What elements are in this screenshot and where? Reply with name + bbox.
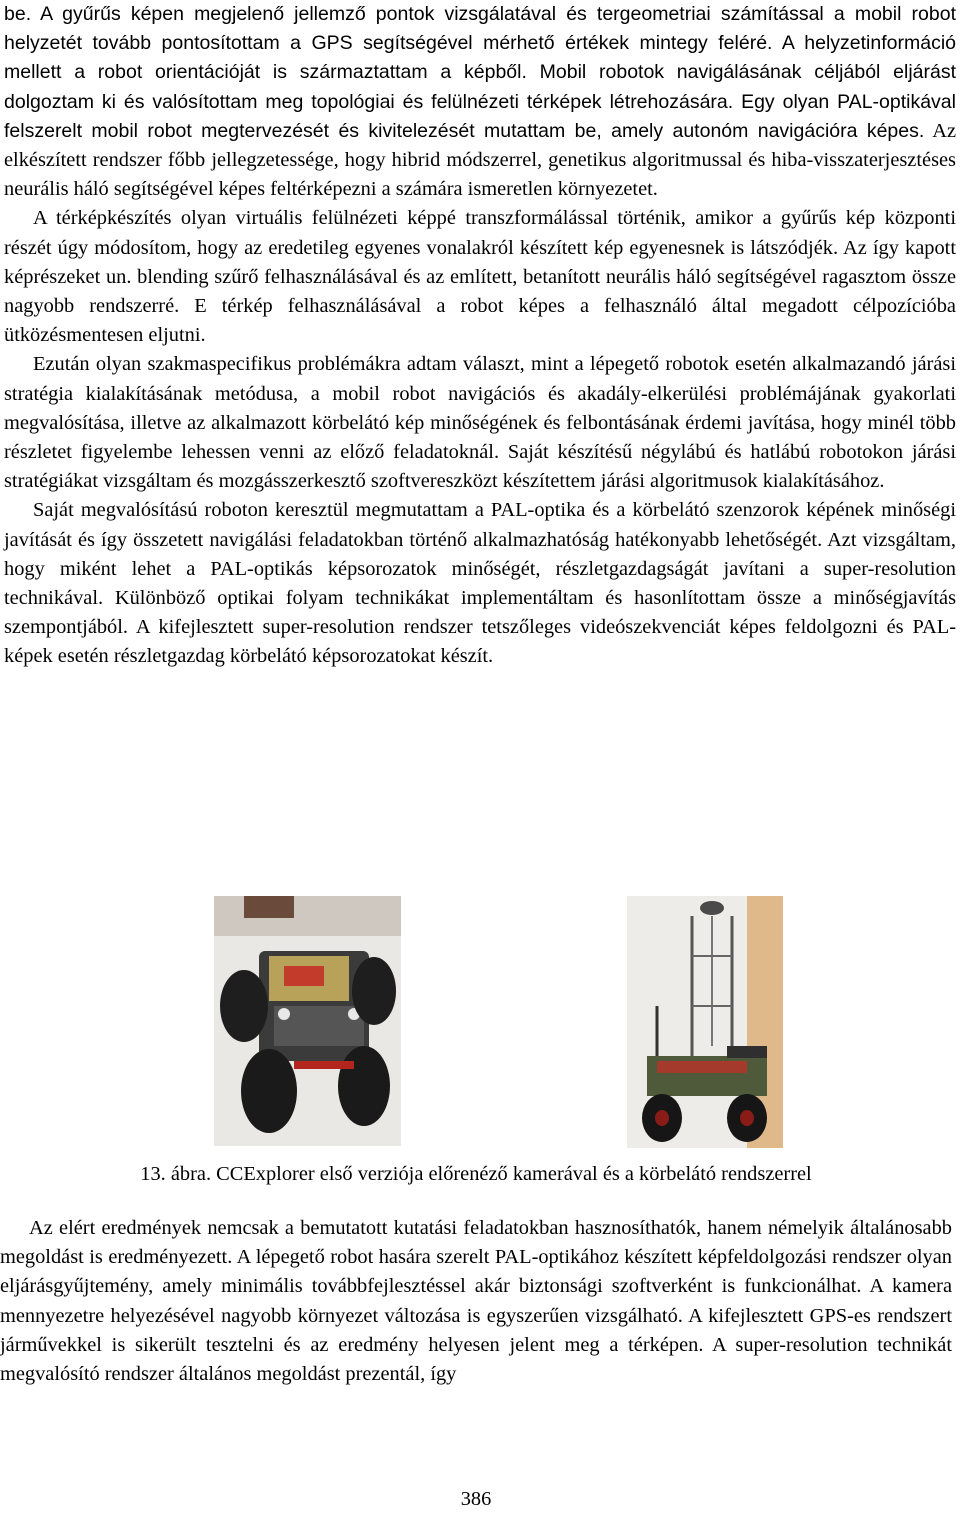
page-number: 386 bbox=[460, 1488, 492, 1510]
paragraph-1 bbox=[4, 0, 956, 204]
paragraph-5: Az elért eredmények nemcsak a bemutatott kutatási feladatokban hasznosíthatók, hanem némelyik általánosabb megoldást is eredményezett. A lépegető robot hasára szerelt PAL-optikához készített képfeldolgozási rendszer olyan eljárásgyűjtemény, amely minimális továbbfejlesztéssel akár biztonsági szoftverként is funkcionálhat. A kamera mennyezetre helyezésével nagyobb környezet változása is egyszerűen vizsgálható. A kifejlesztett GPS-es rendszert járművekkel is sikerült tesztelni és az eredmény helyesen jelent meg a térképen. A super-resolution technikát megvalósító rendszer általános megoldást prezentál, így bbox=[0, 1217, 952, 1386]
paragraph-2: A térképkészítés olyan virtuális felülnézeti képpé transzformálással történik, amikor a gyűrűs kép központi részét úgy módosítom, hogy az eredetileg egyenes vonalakról készített kép egyenesnek is látszódjék. Az így kapott képrészeket un. blending szűrő felhasználásával és az említett, betanított neurális háló segítségével ragasztom össze nagyobb rendszerré. E térkép felhasználásával a robot képes a felhasználó által megadott célpozícióba ütközésmentesen eljutni. bbox=[4, 207, 956, 347]
paragraph-1-sans-text: be. A gyűrűs képen megjelenő jellemző pontok vizsgálatával és tergeometriai számítással a mobil robot helyzetét tovább pontosítottam a GPS segítségével mérhető értékek mintegy feléré. A helyzetinformáció mellett a robot orientációját is származtattam a képből. Mobil robotok navigálásának céljából eljárást dolgoztam ki és valósítottam meg topológiai és felülnézeti térképek létrehozására. Egy olyan PAL-optikával felszerelt mobil robot megtervezését és kivitelezését mutattam be, amely autonóm navigációra képes. bbox=[4, 3, 956, 142]
paragraph-4: Saját megvalósítású roboton keresztül megmutattam a PAL-optika és a körbelátó szenzorok képének minőségi javítását és így összetett navigálási feladatokban történő alkalmazhatóság hatékonyabb lehetőségét. Azt vizsgáltam, hogy miként lehet a PAL-optikás képsorozatok minőségét, részletgazdagságát javítani a super-resolution technikával. Különböző optikai folyam technikákat implementáltam és hasonlítottam össze a minőségjavítás szempontjából. A kifejlesztett super-resolution rendszer tetszőleges videószekvenciát képes feldolgozni és PAL-képek esetén részletgazdag körbelátó képsorozatokat készít. bbox=[4, 499, 956, 668]
document-page bbox=[4, 0, 956, 672]
robot-mast-photo bbox=[627, 896, 783, 1148]
paragraph-1-serif-text: Az elkészített rendszer főbb jellegzetessége, hogy hibrid módszerrel, genetikus algoritmussal és hiba-visszaterjesztéses neurális háló segítségével képes feltérképezni a számára ismeretlen környezetet. bbox=[4, 119, 956, 201]
paragraph-3: Ezután olyan szakmaspecifikus problémákra adtam választ, mint a lépegető robotok esetén alkalmazandó járási stratégia kialakításának metódusa, a mobil robot navigációs és akadály-elkerülési problémájának gyakorlati megvalósítása, illetve az alkalmazott körbelátó kép minőségének és felbontásának érdemi javítása, hogy minél több részletet figyelembe lehessen venni az előző feladatoknál. Saját készítésű négylábú és hatlábú robotokon járási stratégiákat vizsgáltam és mozgásszerkesztő szoftvereszközt készítettem járási algoritmusok kialakításához. bbox=[4, 353, 956, 493]
figure-caption: 13. ábra. CCExplorer első verziója előrenéző kamerával és a körbelátó rendszerrel bbox=[140, 1163, 812, 1185]
figure-13 bbox=[0, 896, 952, 1148]
robot-car-photo bbox=[214, 896, 401, 1146]
document-page-after-figure bbox=[0, 1214, 952, 1389]
